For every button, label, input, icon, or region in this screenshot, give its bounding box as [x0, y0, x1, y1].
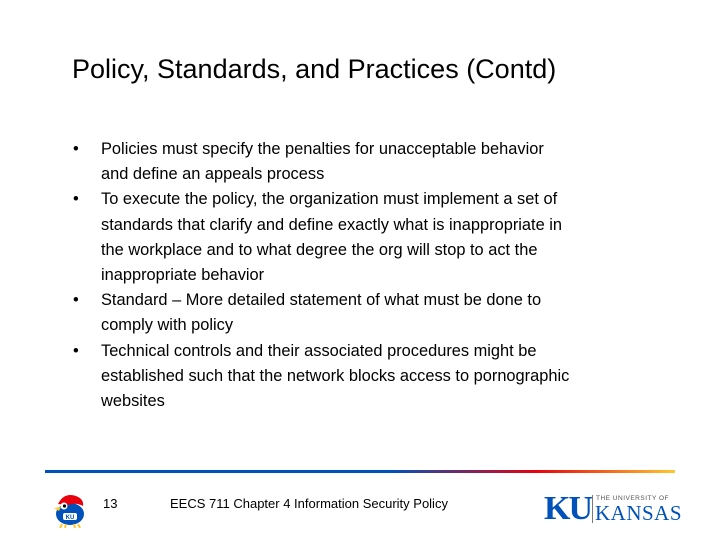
ku-logo-big-text: KANSAS [595, 501, 683, 525]
bullet-line: standards that clarify and define exactly what is inappropriate in [101, 215, 563, 234]
bullet-line: comply with policy [101, 316, 234, 335]
ku-logo [544, 490, 683, 527]
footer-divider [45, 470, 675, 473]
bullet-item [73, 137, 683, 187]
bullet-line: inappropriate behavior [101, 266, 265, 285]
bullet-line: websites [101, 392, 165, 411]
bullet-line: Standard – More detailed statement of what must be done to [101, 291, 542, 310]
bullet-dot: • [73, 140, 79, 158]
bullet-item [73, 288, 683, 338]
page-number: 13 [103, 496, 118, 511]
ku-logo-small-text: THE UNIVERSITY OF [596, 495, 670, 502]
bullet-line: the workplace and to what degree the org will stop to act the [101, 240, 538, 259]
ku-logo-divider [592, 495, 593, 523]
bullet-dot: • [73, 190, 79, 209]
bullet-item [73, 187, 683, 288]
ku-logo-mark: KU [544, 490, 591, 527]
bullet-line: Technical controls and their associated procedures might be [101, 341, 537, 360]
jayhawk-mark-text: KU [65, 515, 75, 521]
bullet-line: Policies must specify the penalties for unacceptable behavior [101, 140, 544, 158]
slide-title: Policy, Standards, and Practices (Contd) [72, 54, 557, 84]
bullet-line: To execute the policy, the organization must implement a set of [101, 190, 558, 209]
bullet-dot: • [73, 291, 79, 310]
jayhawk-mascot-icon [50, 490, 90, 528]
bullet-dot: • [73, 341, 79, 360]
bullet-list [73, 137, 683, 414]
bullet-item [73, 339, 683, 415]
bullet-line: and define an appeals process [101, 165, 325, 184]
footer-text: EECS 711 Chapter 4 Information Security Policy [170, 496, 448, 511]
bullet-line: established such that the network blocks access to pornographic [101, 366, 570, 385]
